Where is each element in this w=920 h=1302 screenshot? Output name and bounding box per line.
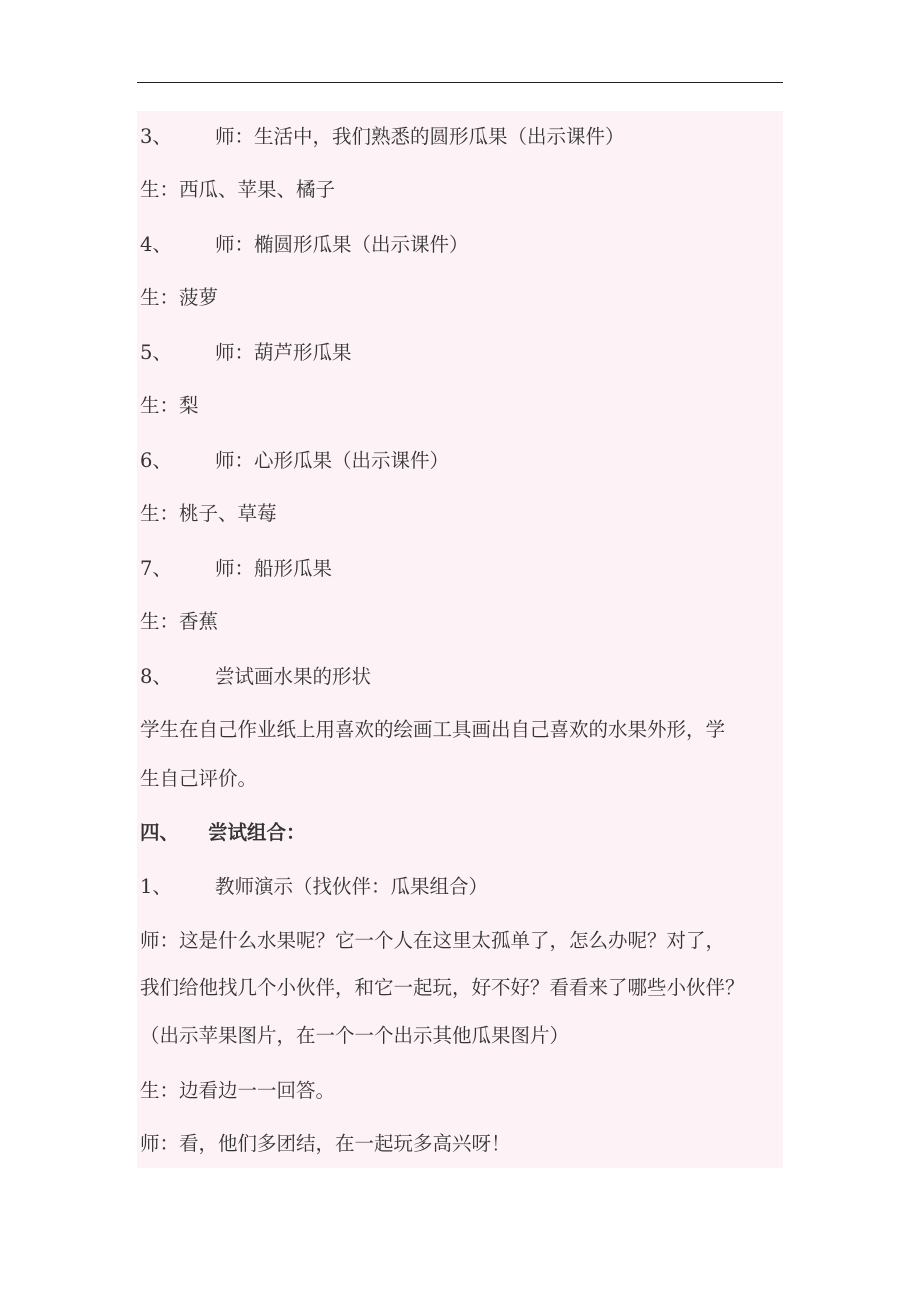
student-answer [140, 500, 277, 528]
student-answer [140, 284, 218, 312]
item-4 [140, 231, 469, 259]
paragraph-text: （出示苹果图片，在一个一个出示其他瓜果图片） [140, 1024, 570, 1047]
item-8 [140, 663, 371, 691]
item-text: 师：船形瓜果 [215, 557, 333, 580]
answer-text: 生：边看边一一回答。 [140, 1079, 336, 1102]
item-text: 师：心形瓜果（出示课件） [215, 449, 450, 472]
paragraph-line [140, 1130, 511, 1158]
item-number: 1、 [140, 875, 172, 898]
item-number: 5、 [140, 341, 172, 364]
item-text: 教师演示（找伙伴：瓜果组合） [215, 875, 489, 898]
item-number: 7、 [140, 557, 172, 580]
content-area [137, 111, 783, 1168]
item-number: 8、 [140, 665, 172, 688]
paragraph-line [140, 927, 725, 955]
item-text: 师：葫芦形瓜果 [215, 341, 352, 364]
item-text: 师：生活中，我们熟悉的圆形瓜果（出示课件） [215, 125, 625, 148]
paragraph-text: 师：看，他们多团结，在一起玩多高兴呀！ [140, 1132, 511, 1155]
paragraph-text: 生自己评价。 [140, 767, 258, 790]
paragraph-text: 学生在自己作业纸上用喜欢的绘画工具画出自己喜欢的水果外形，学 [140, 718, 726, 741]
section-number: 四、 [140, 821, 180, 844]
item-6 [140, 447, 449, 475]
paragraph-text: 我们给他找几个小伙伴，和它一起玩，好不好？看看来了哪些小伙伴？ [140, 976, 745, 999]
paragraph-line [140, 716, 725, 744]
student-answer [140, 176, 335, 204]
student-answer [140, 608, 218, 636]
item-number: 4、 [140, 233, 172, 256]
section-title: 尝试组合： [208, 821, 306, 844]
answer-text: 生：桃子、草莓 [140, 502, 277, 525]
paragraph-line [140, 765, 257, 793]
paragraph-line [140, 1022, 569, 1050]
header-rule [137, 82, 783, 83]
item-number: 3、 [140, 125, 172, 148]
answer-text: 生：梨 [140, 394, 199, 417]
item-1 [140, 873, 488, 901]
student-answer [140, 392, 199, 420]
answer-text: 生：香蕉 [140, 610, 219, 633]
section-heading [140, 819, 306, 847]
item-text: 尝试画水果的形状 [215, 665, 372, 688]
item-number: 6、 [140, 449, 172, 472]
answer-text: 生：菠萝 [140, 286, 219, 309]
item-5 [140, 339, 352, 367]
paragraph-text: 师：这是什么水果呢？它一个人在这里太孤单了，怎么办呢？对了， [140, 929, 726, 952]
item-7 [140, 555, 332, 583]
item-text: 师：椭圆形瓜果（出示课件） [215, 233, 469, 256]
student-answer [140, 1077, 335, 1105]
answer-text: 生：西瓜、苹果、橘子 [140, 178, 336, 201]
paragraph-line [140, 974, 745, 1002]
item-3 [140, 123, 625, 151]
